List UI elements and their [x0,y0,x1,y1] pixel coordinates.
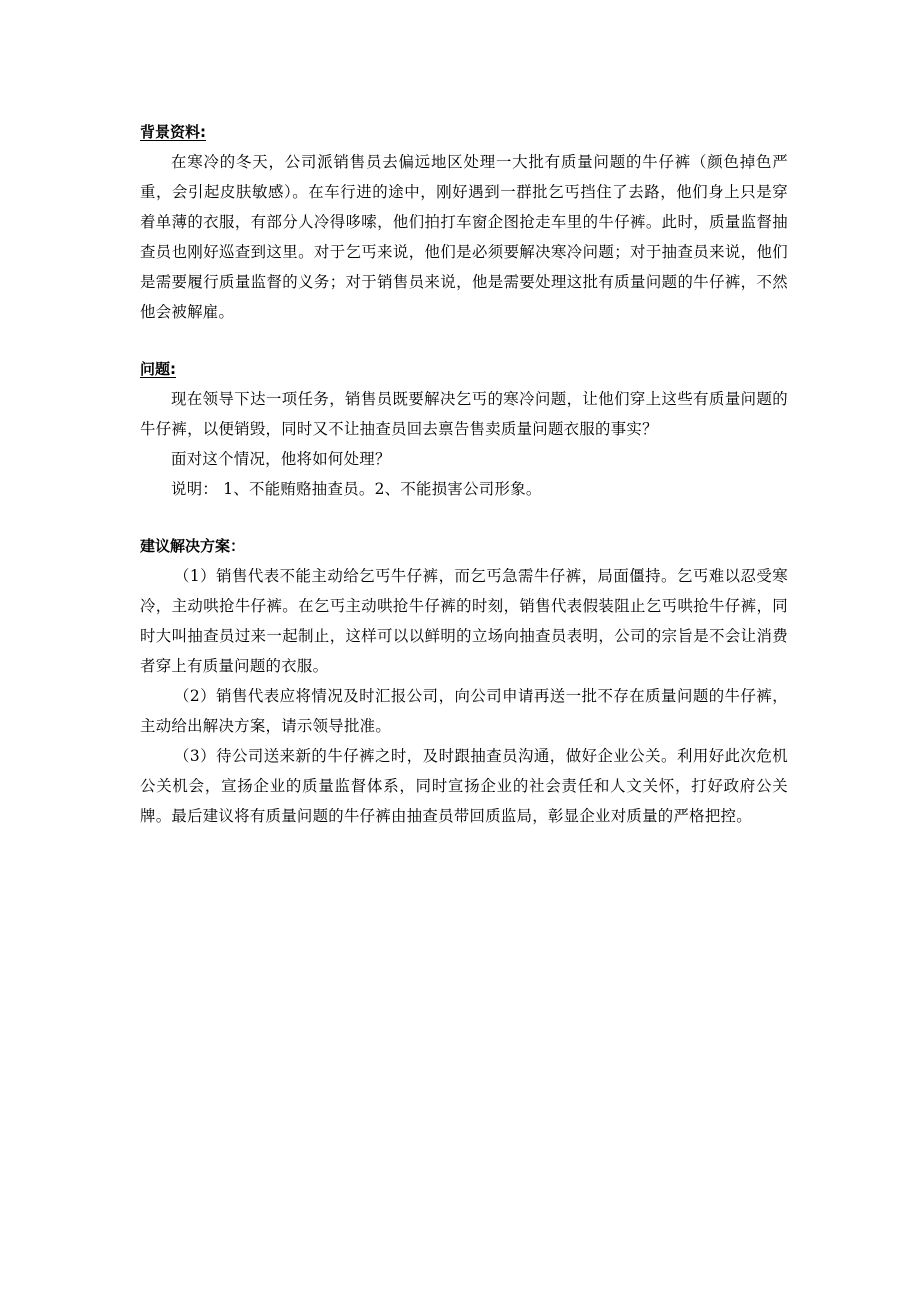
solution-section [140,532,788,831]
background-paragraph: 在寒冷的冬天，公司派销售员去偏远地区处理一大批有质量问题的牛仔裤（颜色掉色严重，会引起皮肤敏感）。在车行进的途中，刚好遇到一群批乞丐挡住了去路，他们身上只是穿着单薄的衣服，有部分人冷得哆嗦，他们拍打车窗企图抢走车里的牛仔裤。此时，质量监督抽查员也刚好巡查到这里。对于乞丐来说，他们是必须要解决寒冷问题；对于抽查员来说，他们是需要履行质量监督的义务；对于销售员来说，他是需要处理这批有质量问题的牛仔裤，不然他会被解雇。 [140,153,788,321]
solution-heading: 建议解决方案： [140,537,246,555]
question-heading-text: 问题: [140,360,176,378]
question-paragraph-task: 现在领导下达一项任务，销售员既要解决乞丐的寒冷问题，让他们穿上这些有质量问题的牛仔裤，以便销毁，同时又不让抽查员回去禀告售卖质量问题衣服的事实？ [140,390,788,438]
background-heading [140,118,788,147]
solution-item-2: （2）销售代表应将情况及时汇报公司，向公司申请再送一批不存在质量问题的牛仔裤，主动给出解决方案，请示领导批准。 [140,687,788,735]
background-heading-text: 背景资料: [140,123,206,141]
section-spacer [140,504,788,532]
question-heading [140,355,788,384]
document-page [140,118,788,831]
solution-item-1: （1）销售代表不能主动给乞丐牛仔裤，而乞丐急需牛仔裤，局面僵持。乞丐难以忍受寒冷，主动哄抢牛仔裤。在乞丐主动哄抢牛仔裤的时刻，销售代表假装阻止乞丐哄抢牛仔裤，同时大叫抽查员过来一起制止，这样可以以鲜明的立场向抽查员表明，公司的宗旨是不会让消费者穿上有质量问题的衣服。 [140,567,788,675]
question-section [140,355,788,504]
background-section [140,118,788,327]
question-paragraph-prompt: 面对这个情况，他将如何处理？ [171,450,391,468]
solution-item-3: （3）待公司送来新的牛仔裤之时，及时跟抽查员沟通，做好企业公关。利用好此次危机公关机会，宣扬企业的质量监督体系，同时宣扬企业的社会责任和人文关怀，打好政府公关牌。最后建议将有质量问题的牛仔裤由抽查员带回质监局，彰显企业对质量的严格把控。 [140,747,788,825]
question-paragraph-notes: 说明： 1、不能贿赂抽查员。2、不能损害公司形象。 [171,480,542,498]
section-spacer [140,327,788,355]
